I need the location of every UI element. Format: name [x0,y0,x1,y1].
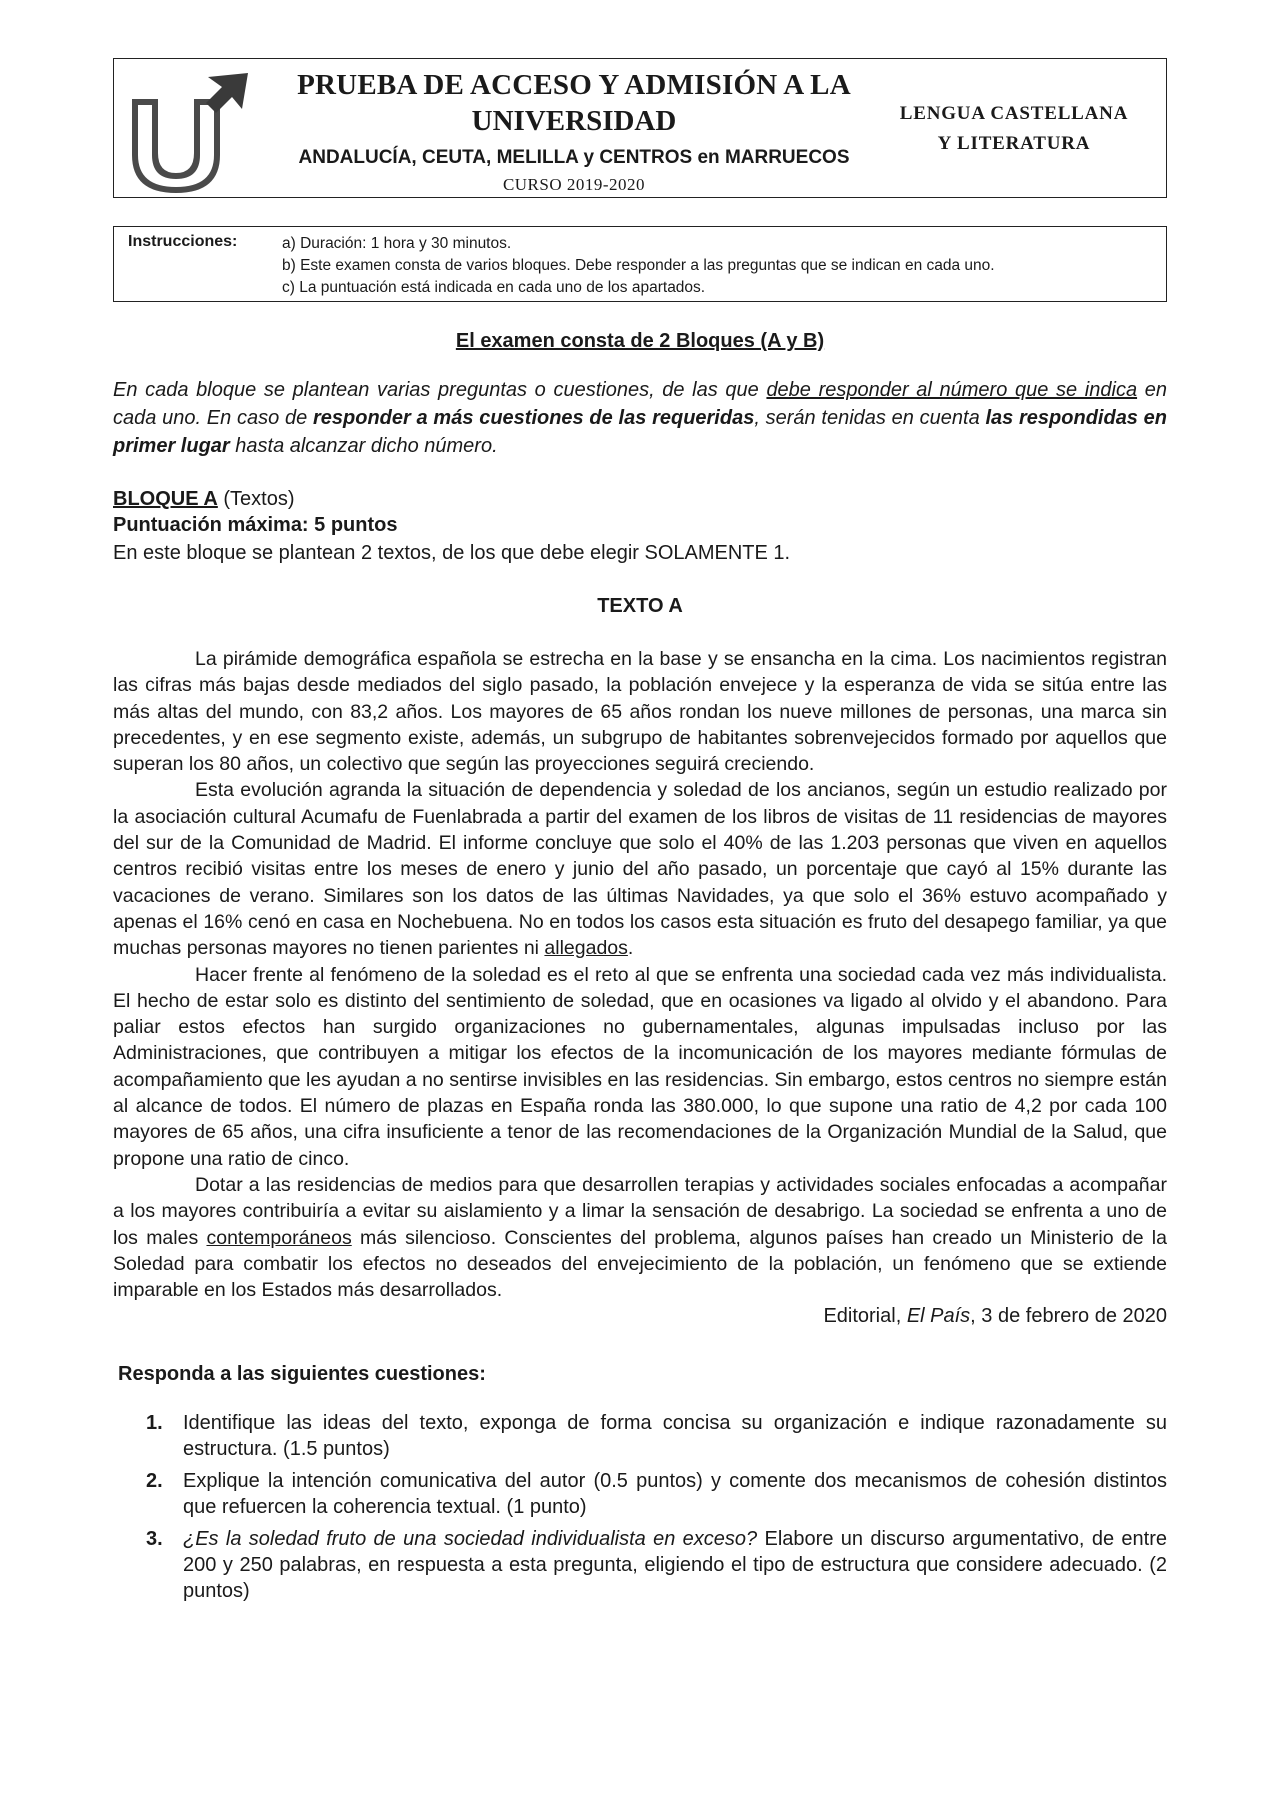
exam-header [113,58,1167,198]
article-text: Esta evolución agranda la situación de dependencia y soledad de los ancianos, según un estudio realizado por la asociación cultural Acumafu de Fuenlabrada a partir del examen de los libros de visitas de 11 residencias de mayores del sur de la Comunidad de Madrid. El informe concluye que solo el 40% de las 1.203 personas que viven en aquellos centros recibió visitas entre los meses de enero y junio del año pasado, un porcentaje que cayó al 15% durante las vacaciones de verano. Similares son los datos de las últimas Navidades, ya que solo el 36% estuvo acompañado y apenas el 16% cenó en casa en Nochebuena. No en todos los casos esta situación es fruto del desapego familiar, ya que muchas personas mayores no tienen parientes ni [113,779,1167,960]
article-text: Dotar a las residencias de medios para que desarrollen terapias y actividades sociales enfocadas a acompañar a los mayores contribuiría a evitar su aislamiento y a limar la sensación de desabrigo. La sociedad se enfrenta a uno de los males [113,1173,1167,1249]
intro-text: hasta alcanzar dicho número. [229,435,498,457]
instruction-item: b) Este examen consta de varios bloques. Debe responder a las preguntas que se indican en cada uno. [282,257,995,274]
question-italic-text: ¿Es la soledad fruto de una sociedad individualista en exceso? [183,1528,758,1550]
subject-line-2: Y LITERATURA [937,133,1091,154]
instructions-label: Instrucciones: [128,233,238,250]
intro-text: En cada bloque se plantean varias preguntas o cuestiones, de las que [113,379,767,401]
exam-heading: El examen consta de 2 Bloques (A y B) [455,330,825,352]
intro-bold-text: las respondidas en primer lugar [113,407,1168,457]
article-text: . [627,937,634,960]
question-number: 3. [146,1528,163,1550]
question-text: Identifique las ideas del texto, exponga de forma concisa su organización e indique razonadamente su estructura. (1.5 puntos) [183,1412,1167,1460]
question-item [113,1468,1167,1520]
instruction-item: a) Duración: 1 hora y 30 minutos. [282,235,512,252]
text-a-title: TEXTO A [597,595,683,617]
intro-paragraph [113,376,1167,460]
article-paragraph [113,777,1167,961]
block-a-title [113,488,295,511]
article-underlined-word: contemporáneos [206,1226,352,1249]
intro-text: en cada uno. En caso de [113,379,1167,429]
intro-underlined-text: debe responder al número que se indica [766,379,1138,401]
title-line-2: UNIVERSIDAD [471,105,677,137]
article-underlined-word: allegados [544,937,628,960]
course-text: CURSO 2019-2020 [502,175,646,194]
subject-line-1: LENGUA CASTELLANA [899,103,1129,124]
article-text: más silencioso. Conscientes del problema, algunos países han creado un Ministerio de la Soledad para combatir los efectos no deseados del envejecimiento de la población, un fenómeno que se extiende imparable en los Estados más desarrollados. [113,1226,1167,1302]
instructions-box [113,226,1167,302]
source-newspaper: El País [906,1305,971,1327]
intro-text: , serán tenidas en cuenta [754,407,986,429]
block-a-score: Puntuación máxima: 5 puntos [113,514,398,536]
question-number: 2. [146,1470,163,1492]
article-paragraph: La pirámide demográfica española se estrecha en la base y se ensancha en la cima. Los nacimientos registran las cifras más bajas desde mediados del siglo pasado, la población envejece y la esperanza de vida se sitúa entre las más altas del mundo, con 83,2 años. Los mayores de 65 años rondan los nueve millones de personas, una marca sin precedentes, y en ese segmento existe, además, un subgrupo de habitantes sobrenvejecidos formado por aquellos que superan los 80 años, un colectivo que según las proyecciones seguirá creciendo. [113,648,1167,776]
article-source [823,1305,1167,1328]
instruction-item: c) La puntuación está indicada en cada uno de los apartados. [282,279,706,296]
question-number: 1. [146,1412,163,1434]
block-a-label: BLOQUE A [113,488,218,510]
article-paragraph: Hacer frente al fenómeno de la soledad es el reto al que se enfrenta una sociedad cada vez más individualista. El hecho de estar solo es distinto del sentimiento de soledad, que en ocasiones va ligado al olvido y el abandono. Para paliar estos efectos han surgido organizaciones no gubernamentales, algunas impulsadas incluso por las Administraciones, que contribuyen a mitigar los efectos de la incomunicación de los mayores mediante fórmulas de acompañamiento que les ayudan a no sentirse invisibles en las residencias. Sin embargo, estos centros no siempre están al alcance de todos. El número de plazas en España ronda las 380.000, lo que supone una ratio de 4,2 por cada 100 mayores de 65 años, una cifra insuficiente a tenor de las recomendaciones de la Organización Mundial de la Salud, que propone una ratio de cinco. [113,963,1167,1170]
source-prefix: Editorial, [823,1305,907,1327]
university-logo-icon [124,65,254,195]
article-paragraph [113,1172,1167,1303]
question-text: Explique la intención comunicativa del autor (0.5 puntos) y comente dos mecanismos de cohesión distintos que refuercen la coherencia textual. (1 punto) [183,1470,1167,1518]
intro-bold-text: responder a más cuestiones de las requeridas [313,407,755,429]
question-text: Elabore un discurso argumentativo, de entre 200 y 250 palabras, en respuesta a esta pregunta, eligiendo el tipo de estructura que considere adecuado. (2 puntos) [183,1528,1168,1602]
region-text: ANDALUCÍA, CEUTA, MELILLA y CENTROS en MARRUECOS [298,147,850,168]
block-a-description: En este bloque se plantean 2 textos, de los que debe elegir SOLAMENTE 1. [113,542,791,564]
question-item [113,1410,1167,1462]
questions-heading: Responda a las siguientes cuestiones: [118,1363,486,1385]
questions-list [113,1410,1167,1610]
text-a-article [113,646,1167,1303]
source-date: , 3 de febrero de 2020 [970,1305,1167,1327]
block-a-subtitle: (Textos) [217,488,295,510]
title-line-1: PRUEBA DE ACCESO Y ADMISIÓN A LA [297,69,851,101]
question-item [113,1526,1167,1604]
